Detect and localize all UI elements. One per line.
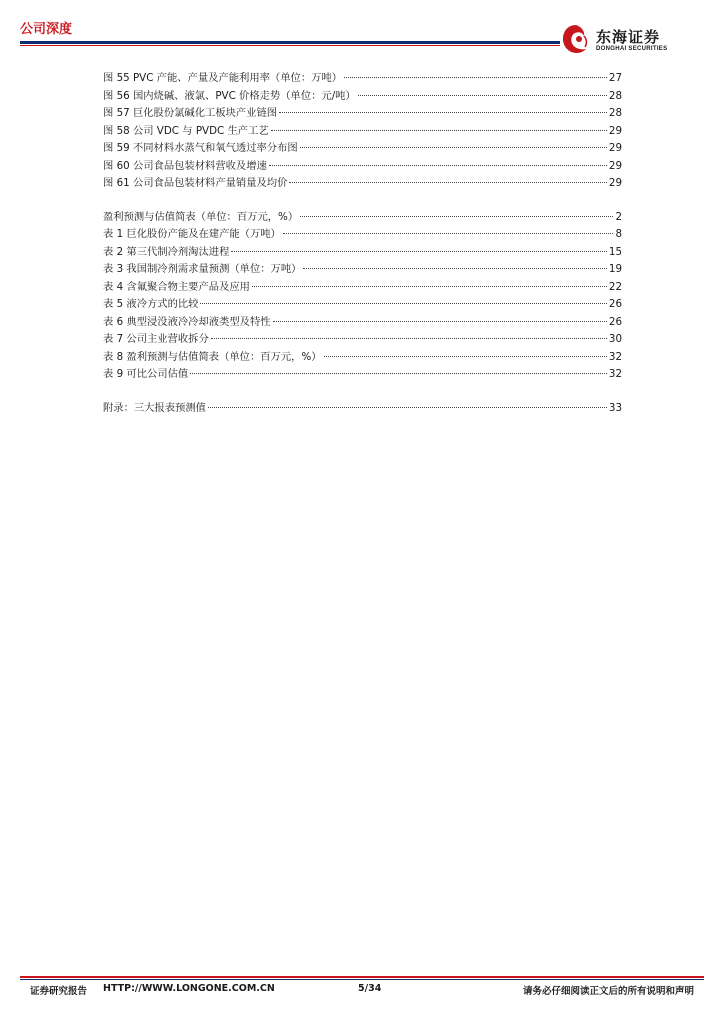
dot-leader bbox=[289, 182, 606, 183]
footer-rule-red bbox=[20, 976, 704, 978]
footer-website-link[interactable]: HTTP://WWW.LONGONE.COM.CN bbox=[103, 983, 275, 994]
toc-entry-table-9[interactable] bbox=[103, 366, 622, 384]
toc-entry-title: 图 60 公司食品包装材料营收及增速 bbox=[103, 159, 267, 172]
dot-leader bbox=[324, 356, 607, 357]
toc-entry-page: 29 bbox=[608, 177, 622, 189]
toc-entry-title: 附录：三大报表预测值 bbox=[103, 401, 206, 414]
toc-entry-table-1[interactable] bbox=[103, 226, 622, 244]
toc-entry-title: 表 9 可比公司估值 bbox=[103, 368, 189, 380]
tables-list bbox=[103, 209, 622, 384]
toc-entry-title: 表 1 巨化股份产能及在建产能（万吨） bbox=[103, 228, 281, 240]
dragon-logo-icon bbox=[560, 22, 592, 56]
toc-entry-table-7[interactable] bbox=[103, 331, 622, 349]
dot-leader bbox=[190, 373, 607, 374]
toc-entry-table-4[interactable] bbox=[103, 279, 622, 297]
toc-entry-page: 26 bbox=[608, 315, 622, 328]
toc-entry-page: 2 bbox=[615, 210, 622, 223]
dot-leader bbox=[358, 95, 607, 96]
header-rule-blue bbox=[20, 41, 560, 44]
toc-entry-figure-58[interactable] bbox=[103, 123, 622, 141]
dot-leader bbox=[211, 338, 607, 339]
dot-leader bbox=[283, 233, 614, 234]
toc-entry-page: 32 bbox=[608, 350, 622, 363]
toc-entry-figure-55[interactable] bbox=[103, 70, 622, 88]
dot-leader bbox=[252, 286, 607, 287]
dot-leader bbox=[208, 407, 607, 408]
footer-report-label: 证券研究报告 bbox=[30, 986, 88, 997]
toc-entry-table-5[interactable] bbox=[103, 296, 622, 314]
report-type-tag: 公司深度 bbox=[20, 22, 73, 37]
toc-entry-title: 表 5 液冷方式的比较 bbox=[103, 298, 199, 310]
toc-entry-page: 26 bbox=[608, 298, 622, 310]
toc-entry-page: 8 bbox=[615, 228, 622, 240]
toc-entry-page: 15 bbox=[608, 245, 622, 258]
toc-entry-page: 29 bbox=[608, 124, 622, 137]
dot-leader bbox=[300, 216, 613, 217]
toc-entry-title: 表 8 盈利预测与估值简表（单位：百万元，%） bbox=[103, 350, 322, 363]
toc-entry-table-8[interactable] bbox=[103, 349, 622, 367]
dot-leader bbox=[271, 130, 607, 131]
dot-leader bbox=[269, 165, 607, 166]
dot-leader bbox=[300, 147, 607, 148]
toc-entry-page: 29 bbox=[608, 159, 622, 172]
toc-entry-title: 表 6 典型浸没液冷冷却液类型及特性 bbox=[103, 315, 271, 328]
toc-entry-table-6[interactable] bbox=[103, 314, 622, 332]
toc-entry-table-2[interactable] bbox=[103, 244, 622, 262]
table-of-contents bbox=[103, 70, 622, 417]
logo-chinese-name: 东海证券 bbox=[596, 28, 661, 46]
toc-entry-page: 32 bbox=[608, 368, 622, 380]
toc-entry-title: 表 7 公司主业营收拆分 bbox=[103, 333, 209, 345]
toc-entry-figure-60[interactable] bbox=[103, 158, 622, 176]
page-footer bbox=[30, 983, 694, 999]
dot-leader bbox=[344, 77, 607, 78]
toc-entry-page: 29 bbox=[608, 142, 622, 154]
toc-entry-title: 图 59 不同材料水蒸气和氧气透过率分布图 bbox=[103, 142, 298, 154]
toc-entry-title: 图 58 公司 VDC 与 PVDC 生产工艺 bbox=[103, 124, 269, 137]
toc-entry-figure-59[interactable] bbox=[103, 140, 622, 158]
footer-rule-blue bbox=[20, 979, 704, 980]
dot-leader bbox=[231, 251, 607, 252]
toc-entry-appendix[interactable] bbox=[103, 400, 622, 418]
figures-list bbox=[103, 70, 622, 193]
appendix-list bbox=[103, 400, 622, 418]
dot-leader bbox=[303, 268, 606, 269]
dot-leader bbox=[279, 112, 607, 113]
toc-entry-title: 盈利预测与估值简表（单位：百万元，%） bbox=[103, 210, 299, 223]
toc-entry-figure-56[interactable] bbox=[103, 88, 622, 106]
toc-entry-table-3[interactable] bbox=[103, 261, 622, 279]
toc-entry-title: 表 2 第三代制冷剂淘汰进程 bbox=[103, 245, 230, 258]
toc-entry-title: 表 3 我国制冷剂需求量预测（单位：万吨） bbox=[103, 263, 302, 275]
footer-disclaimer: 请务必仔细阅读正文后的所有说明和声明 bbox=[522, 986, 694, 997]
toc-entry-summary-table[interactable] bbox=[103, 209, 622, 227]
dot-leader bbox=[200, 303, 606, 304]
toc-entry-page: 22 bbox=[608, 280, 622, 293]
logo-english-name: DONGHAI SECURITIES bbox=[596, 46, 668, 52]
toc-entry-title: 图 56 国内烧碱、液氯、PVC 价格走势（单位：元/吨） bbox=[103, 89, 356, 102]
toc-entry-page: 27 bbox=[608, 72, 622, 84]
footer-page-number: 5/34 bbox=[358, 983, 382, 994]
toc-entry-page: 33 bbox=[608, 401, 622, 414]
toc-entry-page: 30 bbox=[608, 333, 622, 345]
toc-entry-figure-61[interactable] bbox=[103, 175, 622, 193]
header-rule-red bbox=[20, 45, 560, 46]
dot-leader bbox=[273, 321, 607, 322]
toc-entry-figure-57[interactable] bbox=[103, 105, 622, 123]
toc-entry-title: 图 61 公司食品包装材料产量销量及均价 bbox=[103, 177, 288, 189]
toc-entry-page: 19 bbox=[608, 263, 622, 275]
toc-entry-title: 表 4 含氟聚合物主要产品及应用 bbox=[103, 280, 250, 293]
toc-entry-page: 28 bbox=[608, 107, 622, 119]
toc-entry-page: 28 bbox=[608, 89, 622, 102]
toc-entry-title: 图 55 PVC 产能、产量及产能利用率（单位：万吨） bbox=[103, 72, 343, 84]
donghai-logo bbox=[560, 22, 710, 56]
toc-entry-title: 图 57 巨化股份氯碱化工板块产业链图 bbox=[103, 107, 278, 119]
